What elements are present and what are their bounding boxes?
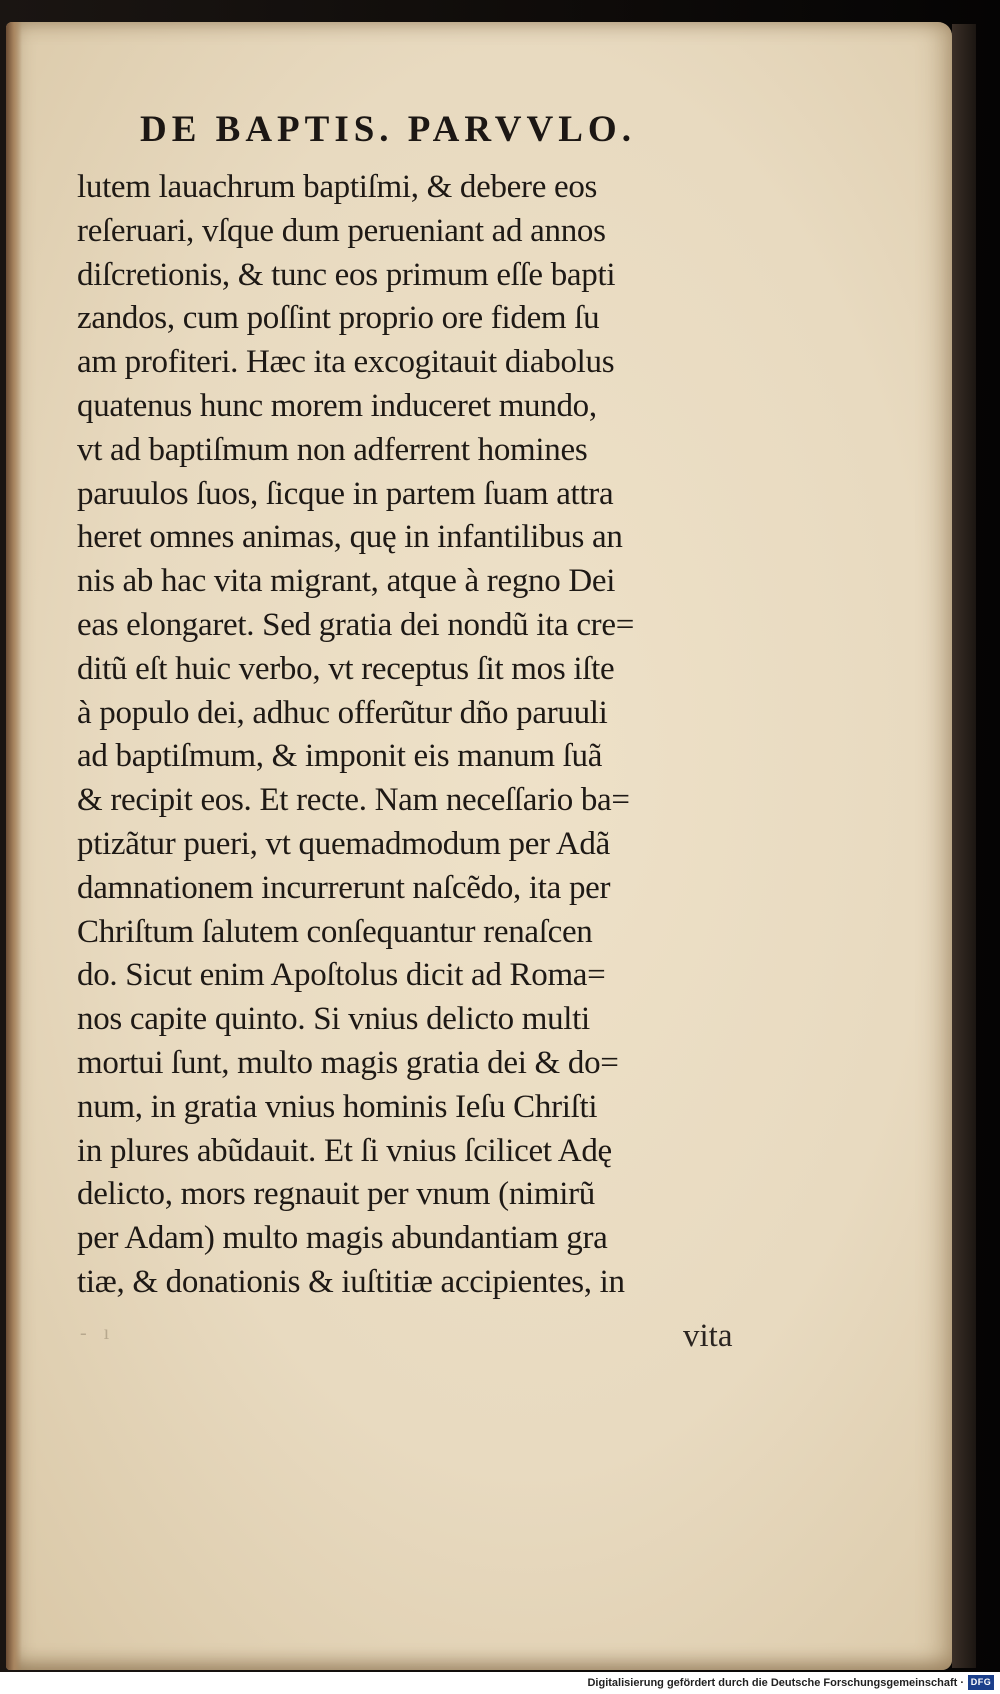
text-line: per Adam) multo magis abundantiam gra	[77, 1220, 608, 1257]
text-line: ad baptiſmum, & imponit eis manum ſuã	[77, 738, 603, 775]
text-line: delicto, mors regnauit per vnum (nimirũ	[77, 1176, 596, 1213]
text-line: reſeruari, vſque dum perueniant ad annos	[77, 212, 606, 249]
text-line: vt ad baptiſmum non adferrent homines	[77, 431, 588, 468]
funding-credit: Digitalisierung gefördert durch die Deutsche Forschungsgemeinschaft ·	[587, 1677, 964, 1689]
text-line: ptizãtur pueri, vt quemadmodum per Adã	[77, 825, 610, 862]
text-line: nis ab hac vita migrant, atque à regno Dei	[77, 563, 616, 600]
text-line: do. Sicut enim Apoſtolus dicit ad Roma=	[77, 957, 606, 994]
catchword: vita	[683, 1318, 733, 1354]
text-line: mortui ſunt, multo magis gratia dei & do=	[77, 1044, 619, 1081]
text-line: in plures abũdauit. Et ſi vnius ſcilicet Adę	[77, 1132, 612, 1169]
dfg-logo-icon: DFG	[968, 1675, 994, 1690]
body-text	[77, 166, 757, 1305]
text-line: tiæ, & donationis & iuſtitiæ accipientes, in	[77, 1263, 625, 1300]
page-edge	[952, 24, 976, 1668]
text-line: eas elongaret. Sed gratia dei nondũ ita cre=	[77, 606, 635, 643]
text-line: diſcretionis, & tunc eos primum eſſe bapti	[77, 256, 616, 293]
text-line: Chriſtum ſalutem conſequantur renaſcen	[77, 913, 593, 950]
text-line: & recipit eos. Et recte. Nam neceſſario ba=	[77, 782, 630, 819]
text-line: à populo dei, adhuc offerũtur dño paruuli	[77, 694, 608, 731]
text-line: heret omnes animas, quę in infantilibus an	[77, 519, 623, 556]
text-line: damnationem incurrerunt naſcẽdo, ita per	[77, 869, 611, 906]
text-line: am profiteri. Hæc ita excogitauit diabolus	[77, 344, 615, 381]
text-line: quatenus hunc morem induceret mundo,	[77, 387, 597, 424]
text-line: num, in gratia vnius hominis Ieſu Chriſti	[77, 1088, 598, 1125]
footer-bar	[0, 1672, 1000, 1694]
text-line: nos capite quinto. Si vnius delicto multi	[77, 1001, 590, 1038]
stray-ink-mark: - ı	[80, 1322, 116, 1344]
text-line: paruulos ſuos, ſicque in partem ſuam attra	[77, 475, 614, 512]
text-line: zandos, cum poſſint proprio ore fidem ſu	[77, 300, 600, 337]
text-line: ditũ eſt huic verbo, vt receptus ſit mos iſte	[77, 650, 615, 687]
running-head: DE BAPTIS. PARVVLO.	[140, 109, 636, 150]
text-line: lutem lauachrum baptiſmi, & debere eos	[77, 169, 598, 205]
